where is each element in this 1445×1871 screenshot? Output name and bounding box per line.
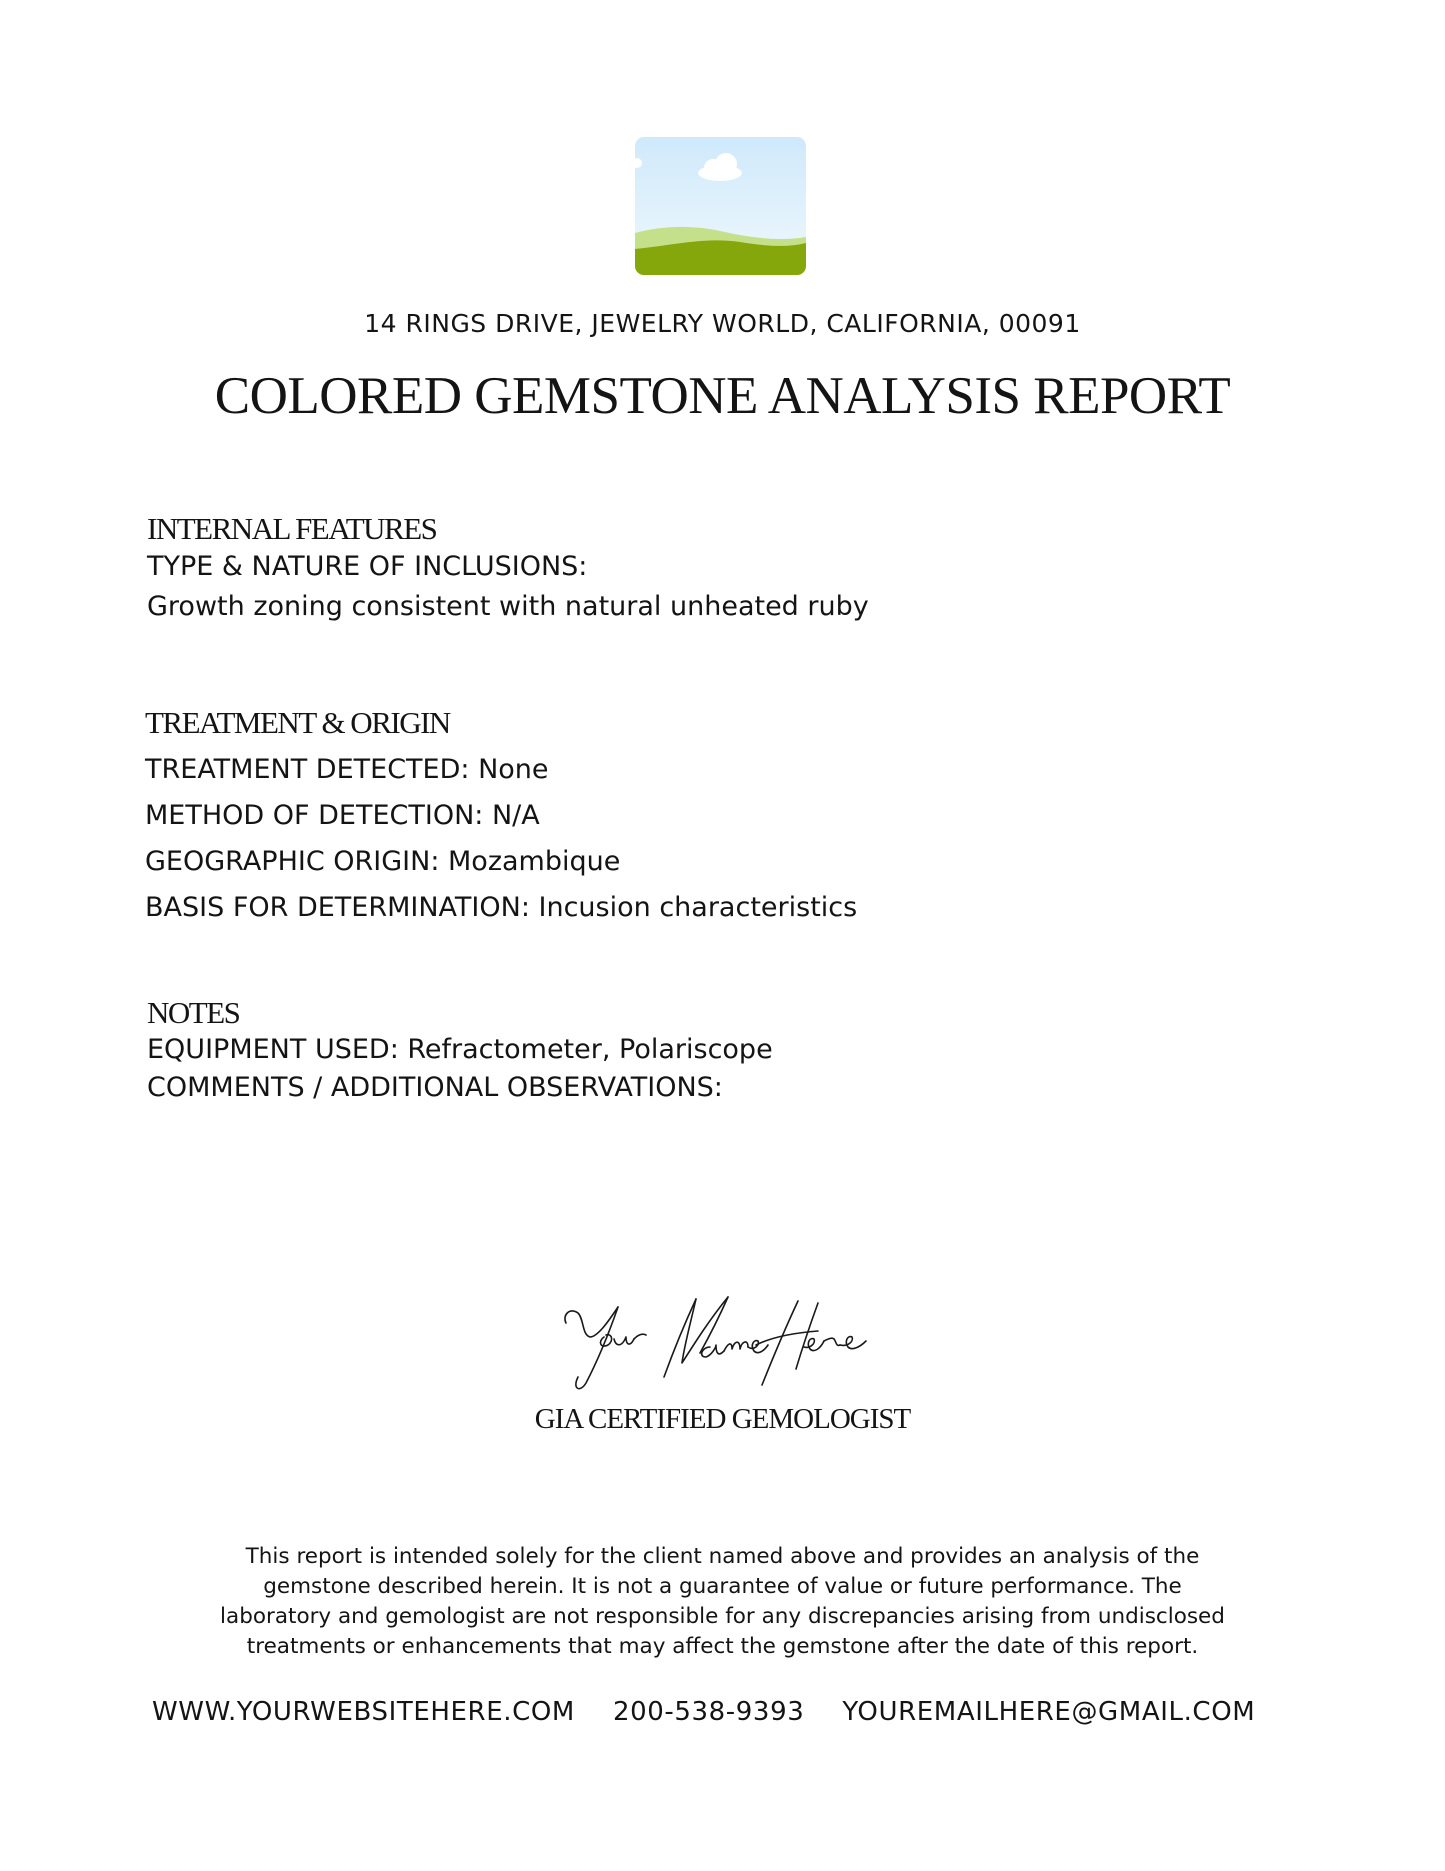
- internal-features-section: [147, 511, 1297, 627]
- internal-features-heading: INTERNAL FEATURES: [147, 511, 437, 546]
- email-link[interactable]: YOUREMAILHERE@GMAIL.COM: [842, 1697, 1256, 1727]
- disclaimer-line: This report is intended solely for the client named above and provides an analysis of the: [245, 1544, 1200, 1569]
- page-title: COLORED GEMSTONE ANALYSIS REPORT: [214, 367, 1231, 425]
- detection-method-line: METHOD OF DETECTION: N/A: [145, 800, 540, 831]
- geographic-origin-line: GEOGRAPHIC ORIGIN: Mozambique: [145, 846, 621, 877]
- treatment-detected-line: TREATMENT DETECTED: None: [145, 754, 549, 785]
- treatment-origin-heading: TREATMENT & ORIGIN: [145, 705, 450, 740]
- inclusions-value: Growth zoning consistent with natural unheated ruby: [147, 591, 869, 622]
- disclaimer-line: gemstone described herein. It is not a guarantee of value or future performance. The: [263, 1574, 1182, 1599]
- notes-heading: NOTES: [147, 995, 240, 1030]
- website-link[interactable]: WWW.YOURWEBSITEHERE.COM: [152, 1697, 575, 1727]
- contact-footer: [152, 1697, 1255, 1727]
- gemologist-title: GIA CERTIFIED GEMOLOGIST: [534, 1403, 911, 1435]
- determination-basis-line: BASIS FOR DETERMINATION: Incusion characteristics: [145, 892, 858, 923]
- inclusions-label: TYPE & NATURE OF INCLUSIONS:: [147, 551, 588, 582]
- lab-address: 14 RINGS DRIVE, JEWELRY WORLD, CALIFORNIA, 00091: [364, 309, 1081, 338]
- treatment-origin-section: [145, 705, 1295, 931]
- equipment-line: EQUIPMENT USED: Refractometer, Polariscope: [147, 1034, 773, 1065]
- notes-section: [147, 995, 1297, 1107]
- signature-image: [560, 1285, 890, 1395]
- comments-line: COMMENTS / ADDITIONAL OBSERVATIONS:: [147, 1072, 723, 1103]
- phone-number[interactable]: 200-538-9393: [612, 1697, 805, 1727]
- logo-image-icon: [635, 137, 806, 275]
- disclaimer-line: laboratory and gemologist are not responsible for any discrepancies arising from undisclosed: [220, 1604, 1225, 1629]
- disclaimer-line: treatments or enhancements that may affect the gemstone after the date of this report.: [246, 1634, 1199, 1659]
- disclaimer: [160, 1542, 1285, 1662]
